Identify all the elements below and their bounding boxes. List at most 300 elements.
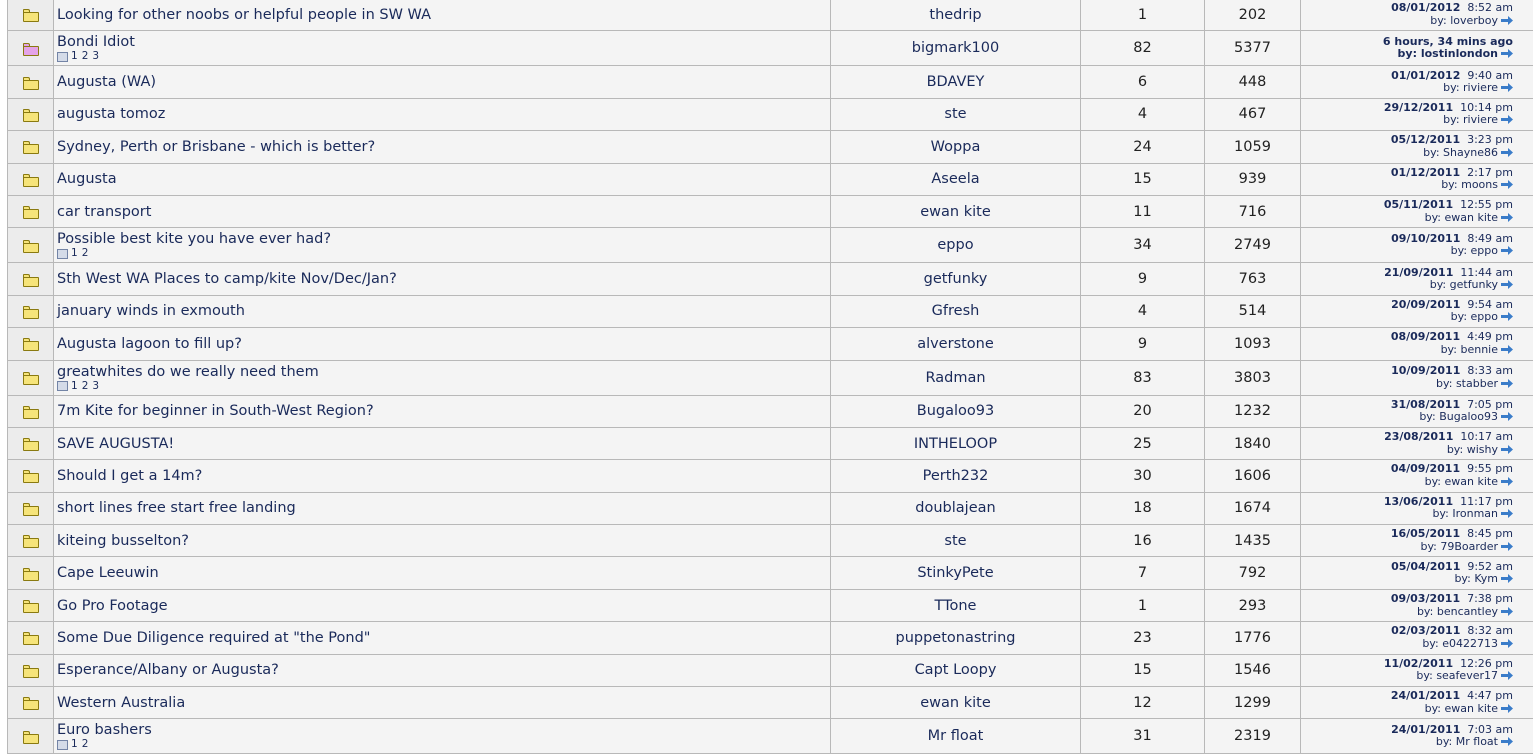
last-post-author <box>1301 736 1513 749</box>
topic-title-link[interactable]: january winds in exmouth <box>57 303 830 319</box>
topic-subject-cell <box>54 228 831 263</box>
by-label: by: <box>1417 605 1433 618</box>
topic-subject-cell <box>54 557 831 589</box>
go-to-last-post-icon[interactable] <box>1501 16 1513 25</box>
topic-row <box>8 622 1533 654</box>
last-post-author <box>1301 279 1513 292</box>
topic-subject-cell <box>54 654 831 686</box>
topic-title-link[interactable]: kiteing busselton? <box>57 533 830 549</box>
topic-subject-cell <box>54 195 831 227</box>
topic-starter[interactable]: ste <box>831 525 1081 557</box>
topic-icon-cell <box>8 687 54 719</box>
topic-subject-cell <box>54 163 831 195</box>
topic-icon-cell <box>8 492 54 524</box>
folder-icon <box>23 731 39 744</box>
topic-starter[interactable]: StinkyPete <box>831 557 1081 589</box>
last-post-author <box>1301 573 1513 586</box>
topic-title-link[interactable]: Euro bashers <box>57 722 830 738</box>
topic-row <box>8 395 1533 427</box>
topic-icon-cell <box>8 195 54 227</box>
topic-row <box>8 557 1533 589</box>
pages-icon <box>57 52 68 62</box>
page-link[interactable]: 2 <box>82 381 89 392</box>
last-post-time: 11:44 am <box>1460 266 1513 279</box>
last-post-time: 10:14 pm <box>1460 101 1513 114</box>
topic-title-link[interactable]: Some Due Diligence required at "the Pond" <box>57 630 830 646</box>
topic-starter[interactable]: doublajean <box>831 492 1081 524</box>
go-to-last-post-icon[interactable] <box>1501 639 1513 648</box>
topic-subject-cell <box>54 131 831 163</box>
topic-subject-cell <box>54 360 831 395</box>
go-to-last-post-icon[interactable] <box>1501 180 1513 189</box>
go-to-last-post-icon[interactable] <box>1501 671 1513 680</box>
view-count: 3803 <box>1205 360 1301 395</box>
by-label: by: <box>1420 540 1436 553</box>
last-poster-link[interactable]: eppo <box>1471 310 1498 323</box>
last-post-cell <box>1301 66 1533 98</box>
view-count: 1093 <box>1205 328 1301 360</box>
topic-starter[interactable]: bigmark100 <box>831 31 1081 66</box>
view-count: 448 <box>1205 66 1301 98</box>
reply-count: 83 <box>1081 360 1205 395</box>
last-post-date: 11/02/2011 <box>1384 657 1453 670</box>
topic-starter[interactable]: Gfresh <box>831 295 1081 327</box>
topic-starter[interactable]: BDAVEY <box>831 66 1081 98</box>
last-poster-link[interactable]: getfunky <box>1450 278 1498 291</box>
topic-title-link[interactable]: Cape Leeuwin <box>57 565 830 581</box>
topic-starter[interactable]: Capt Loopy <box>831 654 1081 686</box>
by-label: by: <box>1443 81 1459 94</box>
topic-title-link[interactable]: augusta tomoz <box>57 106 830 122</box>
topic-title-link[interactable]: Augusta lagoon to fill up? <box>57 336 830 352</box>
last-post-author <box>1301 476 1513 489</box>
last-poster-link[interactable]: wishy <box>1467 443 1498 456</box>
topic-icon-cell <box>8 263 54 295</box>
last-post-author <box>1301 378 1513 391</box>
last-post-cell <box>1301 0 1533 31</box>
view-count: 202 <box>1205 0 1301 31</box>
go-to-last-post-icon[interactable] <box>1501 412 1513 421</box>
topic-title-link[interactable]: Sth West WA Places to camp/kite Nov/Dec/Jan? <box>57 271 830 287</box>
last-poster-link[interactable]: Mr float <box>1456 735 1498 748</box>
topic-row <box>8 589 1533 621</box>
view-count: 792 <box>1205 557 1301 589</box>
topic-subject-cell <box>54 622 831 654</box>
topic-row <box>8 163 1533 195</box>
page-links <box>57 51 830 62</box>
last-post-author <box>1301 15 1513 28</box>
topic-subject-cell <box>54 31 831 66</box>
last-post-time: 9:54 am <box>1467 298 1513 311</box>
folder-icon <box>23 9 39 22</box>
folder-icon <box>23 141 39 154</box>
go-to-last-post-icon[interactable] <box>1501 607 1513 616</box>
reply-count: 20 <box>1081 395 1205 427</box>
last-post-cell <box>1301 195 1533 227</box>
topic-starter[interactable]: ste <box>831 98 1081 130</box>
reply-count: 1 <box>1081 0 1205 31</box>
view-count: 716 <box>1205 195 1301 227</box>
topic-title-link[interactable]: Bondi Idiot <box>57 34 830 50</box>
last-post-date: 13/06/2011 <box>1384 495 1453 508</box>
last-post-date: 01/12/2011 <box>1391 166 1460 179</box>
go-to-last-post-icon[interactable] <box>1501 737 1513 746</box>
last-post-cell <box>1301 492 1533 524</box>
view-count: 1840 <box>1205 427 1301 459</box>
go-to-last-post-icon[interactable] <box>1501 115 1513 124</box>
pages-icon <box>57 381 68 391</box>
topic-row <box>8 98 1533 130</box>
topic-starter[interactable]: Mr float <box>831 719 1081 754</box>
topic-icon-cell <box>8 557 54 589</box>
by-label: by: <box>1416 669 1432 682</box>
topic-subject-cell <box>54 98 831 130</box>
folder-icon <box>23 306 39 319</box>
last-poster-link[interactable]: riviere <box>1463 81 1498 94</box>
topic-icon-cell <box>8 31 54 66</box>
last-post-cell <box>1301 360 1533 395</box>
by-label: by: <box>1419 410 1435 423</box>
topic-icon-cell <box>8 460 54 492</box>
view-count: 514 <box>1205 295 1301 327</box>
reply-count: 4 <box>1081 98 1205 130</box>
view-count: 1299 <box>1205 687 1301 719</box>
last-poster-link[interactable]: Shayne86 <box>1443 146 1498 159</box>
topic-subject-cell <box>54 295 831 327</box>
last-poster-link[interactable]: bennie <box>1460 343 1498 356</box>
page-link[interactable]: 3 <box>92 381 99 392</box>
last-post-time: 7:38 pm <box>1467 592 1513 605</box>
last-poster-link[interactable]: eppo <box>1471 244 1498 257</box>
last-post-date: 20/09/2011 <box>1391 298 1460 311</box>
last-poster-link[interactable]: riviere <box>1463 113 1498 126</box>
folder-icon <box>23 372 39 385</box>
topic-subject-cell <box>54 427 831 459</box>
view-count: 1674 <box>1205 492 1301 524</box>
folder-icon <box>23 206 39 219</box>
reply-count: 6 <box>1081 66 1205 98</box>
topic-row <box>8 719 1533 754</box>
go-to-last-post-icon[interactable] <box>1501 445 1513 454</box>
last-poster-link[interactable]: ewan kite <box>1445 211 1498 224</box>
last-post-date: 04/09/2011 <box>1391 462 1460 475</box>
last-poster-link[interactable]: moons <box>1461 178 1498 191</box>
page-link[interactable]: 2 <box>82 51 89 62</box>
by-label: by: <box>1430 14 1446 27</box>
topic-icon-cell <box>8 589 54 621</box>
view-count: 467 <box>1205 98 1301 130</box>
go-to-last-post-icon[interactable] <box>1501 83 1513 92</box>
topic-starter[interactable]: Aseela <box>831 163 1081 195</box>
view-count: 1232 <box>1205 395 1301 427</box>
go-to-last-post-icon[interactable] <box>1501 148 1513 157</box>
by-label: by: <box>1432 507 1448 520</box>
topic-row <box>8 460 1533 492</box>
last-poster-link[interactable]: e0422713 <box>1442 637 1498 650</box>
by-label: by: <box>1423 146 1439 159</box>
topic-icon-cell <box>8 395 54 427</box>
last-poster-link[interactable]: Bugaloo93 <box>1439 410 1498 423</box>
last-post-author <box>1301 48 1513 61</box>
last-post-time: 10:17 am <box>1460 430 1513 443</box>
go-to-last-post-icon[interactable] <box>1501 246 1513 255</box>
reply-count: 7 <box>1081 557 1205 589</box>
folder-icon <box>23 535 39 548</box>
last-post-author <box>1301 179 1513 192</box>
go-to-last-post-icon[interactable] <box>1501 509 1513 518</box>
folder-icon <box>23 438 39 451</box>
topic-icon-cell <box>8 98 54 130</box>
last-post-time: 9:55 pm <box>1467 462 1513 475</box>
last-post-cell <box>1301 460 1533 492</box>
last-poster-link[interactable]: stabber <box>1456 377 1498 390</box>
topic-title-link[interactable]: short lines free start free landing <box>57 500 830 516</box>
page-link[interactable]: 3 <box>92 51 99 62</box>
topic-starter[interactable]: INTHELOOP <box>831 427 1081 459</box>
go-to-last-post-icon[interactable] <box>1501 213 1513 222</box>
go-to-last-post-icon[interactable] <box>1501 379 1513 388</box>
topic-icon-cell <box>8 427 54 459</box>
reply-count: 23 <box>1081 622 1205 654</box>
topic-title-link[interactable]: Go Pro Footage <box>57 598 830 614</box>
topic-subject-cell <box>54 328 831 360</box>
last-post-author <box>1301 541 1513 554</box>
reply-count: 30 <box>1081 460 1205 492</box>
folder-icon <box>23 697 39 710</box>
by-label: by: <box>1422 637 1438 650</box>
last-post-date: 05/11/2011 <box>1384 198 1453 211</box>
view-count: 2749 <box>1205 228 1301 263</box>
last-post-date: 08/09/2011 <box>1391 330 1460 343</box>
by-label: by: <box>1441 178 1457 191</box>
topic-icon-cell <box>8 0 54 31</box>
last-post-date: 02/03/2011 <box>1391 624 1460 637</box>
last-post-cell <box>1301 557 1533 589</box>
view-count: 1606 <box>1205 460 1301 492</box>
topic-icon-cell <box>8 131 54 163</box>
go-to-last-post-icon[interactable] <box>1501 542 1513 551</box>
last-post-cell <box>1301 622 1533 654</box>
topic-title-link[interactable]: Esperance/Albany or Augusta? <box>57 662 830 678</box>
last-post-author <box>1301 411 1513 424</box>
last-post-author <box>1301 245 1513 258</box>
last-post-date: 6 hours, 34 mins ago <box>1383 35 1513 48</box>
topic-title-link[interactable]: Possible best kite you have ever had? <box>57 231 830 247</box>
reply-count: 34 <box>1081 228 1205 263</box>
last-post-cell <box>1301 31 1533 66</box>
last-post-time: 9:40 am <box>1467 69 1513 82</box>
topic-starter[interactable]: Bugaloo93 <box>831 395 1081 427</box>
pages-icon <box>57 740 68 750</box>
view-count: 1546 <box>1205 654 1301 686</box>
last-post-time: 12:55 pm <box>1460 198 1513 211</box>
reply-count: 31 <box>1081 719 1205 754</box>
topic-title-link[interactable]: Sydney, Perth or Brisbane - which is better? <box>57 139 830 155</box>
last-post-cell <box>1301 654 1533 686</box>
folder-icon <box>23 109 39 122</box>
pages-icon <box>57 249 68 259</box>
by-label: by: <box>1451 310 1467 323</box>
last-post-date: 23/08/2011 <box>1384 430 1453 443</box>
topic-subject-cell <box>54 460 831 492</box>
last-poster-link[interactable]: loverboy <box>1450 14 1498 27</box>
last-post-date: 01/01/2012 <box>1391 69 1460 82</box>
by-label: by: <box>1436 735 1452 748</box>
last-post-author <box>1301 82 1513 95</box>
topic-row <box>8 687 1533 719</box>
view-count: 1776 <box>1205 622 1301 654</box>
go-to-last-post-icon[interactable] <box>1501 704 1513 713</box>
topic-subject-cell <box>54 263 831 295</box>
last-post-author <box>1301 638 1513 651</box>
topic-starter[interactable]: ewan kite <box>831 195 1081 227</box>
topic-title-link[interactable]: Looking for other noobs or helpful people in SW WA <box>57 7 830 23</box>
topic-title-link[interactable]: Augusta (WA) <box>57 74 830 90</box>
topic-icon-cell <box>8 654 54 686</box>
reply-count: 82 <box>1081 31 1205 66</box>
topic-title-link[interactable]: 7m Kite for beginner in South-West Region? <box>57 403 830 419</box>
last-post-date: 31/08/2011 <box>1391 398 1460 411</box>
topic-icon-cell <box>8 228 54 263</box>
last-poster-link[interactable]: ewan kite <box>1445 475 1498 488</box>
topic-subject-cell <box>54 66 831 98</box>
last-poster-link[interactable]: Kym <box>1474 572 1498 585</box>
folder-icon <box>23 568 39 581</box>
view-count: 939 <box>1205 163 1301 195</box>
reply-count: 25 <box>1081 427 1205 459</box>
topic-row <box>8 360 1533 395</box>
folder-icon <box>23 43 39 56</box>
folder-icon <box>23 503 39 516</box>
last-poster-link[interactable]: lostinlondon <box>1421 47 1498 60</box>
topic-starter[interactable]: eppo <box>831 228 1081 263</box>
last-post-cell <box>1301 589 1533 621</box>
last-post-author <box>1301 311 1513 324</box>
page-link[interactable]: 2 <box>82 248 89 259</box>
folder-icon <box>23 240 39 253</box>
folder-icon <box>23 338 39 351</box>
page-links <box>57 248 830 259</box>
last-post-author <box>1301 344 1513 357</box>
last-post-time: 11:17 pm <box>1460 495 1513 508</box>
page-link[interactable]: 1 <box>71 381 78 392</box>
last-post-date: 05/12/2011 <box>1391 133 1460 146</box>
last-post-author <box>1301 114 1513 127</box>
view-count: 5377 <box>1205 31 1301 66</box>
topic-title-link[interactable]: SAVE AUGUSTA! <box>57 436 830 452</box>
page-link[interactable]: 1 <box>71 51 78 62</box>
page-link[interactable]: 1 <box>71 739 78 750</box>
last-post-time: 8:33 am <box>1467 364 1513 377</box>
topic-starter[interactable]: alverstone <box>831 328 1081 360</box>
folder-icon <box>23 632 39 645</box>
by-label: by: <box>1443 113 1459 126</box>
last-post-time: 7:05 pm <box>1467 398 1513 411</box>
topic-icon-cell <box>8 328 54 360</box>
last-post-time: 8:49 am <box>1467 232 1513 245</box>
by-label: by: <box>1451 244 1467 257</box>
topic-subject-cell <box>54 0 831 31</box>
view-count: 763 <box>1205 263 1301 295</box>
last-post-author <box>1301 670 1513 683</box>
last-poster-link[interactable]: bencantley <box>1437 605 1498 618</box>
last-post-author <box>1301 703 1513 716</box>
topic-title-link[interactable]: Should I get a 14m? <box>57 468 830 484</box>
page-link[interactable]: 2 <box>82 739 89 750</box>
topic-starter[interactable]: ewan kite <box>831 687 1081 719</box>
reply-count: 12 <box>1081 687 1205 719</box>
topic-starter[interactable]: puppetonastring <box>831 622 1081 654</box>
last-post-cell <box>1301 395 1533 427</box>
by-label: by: <box>1425 211 1441 224</box>
last-post-date: 16/05/2011 <box>1391 527 1460 540</box>
by-label: by: <box>1430 278 1446 291</box>
go-to-last-post-icon[interactable] <box>1501 574 1513 583</box>
page-link[interactable]: 1 <box>71 248 78 259</box>
last-poster-link[interactable]: seafever17 <box>1436 669 1498 682</box>
last-post-cell <box>1301 687 1533 719</box>
topic-starter[interactable]: Perth232 <box>831 460 1081 492</box>
last-poster-link[interactable]: 79Boarder <box>1440 540 1498 553</box>
topic-row <box>8 525 1533 557</box>
last-post-cell <box>1301 295 1533 327</box>
topic-title-link[interactable]: Western Australia <box>57 695 830 711</box>
topic-starter[interactable]: Woppa <box>831 131 1081 163</box>
go-to-last-post-icon[interactable] <box>1501 280 1513 289</box>
last-poster-link[interactable]: ewan kite <box>1445 702 1498 715</box>
by-label: by: <box>1425 475 1441 488</box>
by-label: by: <box>1425 702 1441 715</box>
topic-row <box>8 31 1533 66</box>
last-post-time: 12:26 pm <box>1460 657 1513 670</box>
topic-title-link[interactable]: Augusta <box>57 171 830 187</box>
last-post-cell <box>1301 328 1533 360</box>
go-to-last-post-icon[interactable] <box>1501 49 1513 58</box>
topic-subject-cell <box>54 525 831 557</box>
last-post-date: 10/09/2011 <box>1391 364 1460 377</box>
topic-starter[interactable]: getfunky <box>831 263 1081 295</box>
last-post-date: 29/12/2011 <box>1384 101 1453 114</box>
topic-starter[interactable]: Radman <box>831 360 1081 395</box>
last-post-author <box>1301 444 1513 457</box>
last-post-date: 24/01/2011 <box>1391 689 1460 702</box>
by-label: by: <box>1447 443 1463 456</box>
last-post-date: 21/09/2011 <box>1384 266 1453 279</box>
topic-icon-cell <box>8 295 54 327</box>
topic-title-link[interactable]: car transport <box>57 204 830 220</box>
folder-icon <box>23 77 39 90</box>
topic-starter[interactable]: TTone <box>831 589 1081 621</box>
last-post-author <box>1301 606 1513 619</box>
by-label: by: <box>1454 572 1470 585</box>
topic-subject-cell <box>54 395 831 427</box>
reply-count: 16 <box>1081 525 1205 557</box>
reply-count: 9 <box>1081 263 1205 295</box>
topic-title-link[interactable]: greatwhites do we really need them <box>57 364 830 380</box>
go-to-last-post-icon[interactable] <box>1501 345 1513 354</box>
last-post-date: 24/01/2011 <box>1391 723 1460 736</box>
last-poster-link[interactable]: Ironman <box>1452 507 1498 520</box>
last-post-time: 2:17 pm <box>1467 166 1513 179</box>
last-post-date: 05/04/2011 <box>1391 560 1460 573</box>
topic-icon-cell <box>8 622 54 654</box>
topic-starter[interactable]: thedrip <box>831 0 1081 31</box>
folder-icon <box>23 174 39 187</box>
go-to-last-post-icon[interactable] <box>1501 312 1513 321</box>
go-to-last-post-icon[interactable] <box>1501 477 1513 486</box>
last-post-author <box>1301 147 1513 160</box>
last-post-cell <box>1301 427 1533 459</box>
